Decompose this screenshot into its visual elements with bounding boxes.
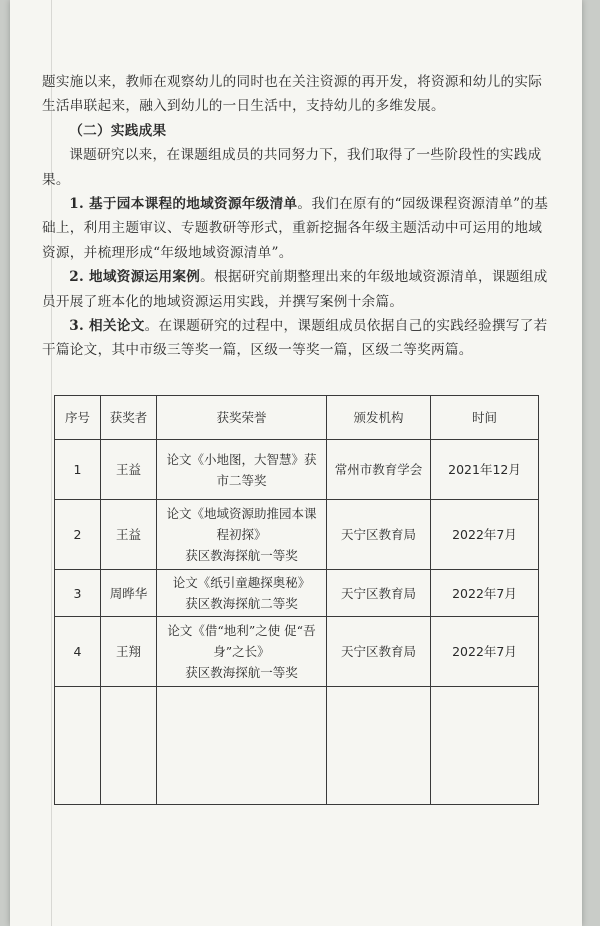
cell-empty — [157, 687, 327, 805]
header-honor: 获奖荣誉 — [157, 396, 327, 440]
cell-time: 2022年7月 — [431, 570, 539, 617]
table-row — [55, 440, 539, 500]
cell-empty — [431, 687, 539, 805]
table-row — [55, 570, 539, 617]
item-3-title: 3. 相关论文 — [69, 318, 145, 335]
header-seq: 序号 — [55, 396, 101, 440]
cell-winner: 王益 — [101, 440, 157, 500]
paragraph-item-1 — [42, 192, 552, 265]
paragraph-continued: 题实施以来，教师在观察幼儿的同时也在关注资源的再开发，将资源和幼儿的实际生活串联起来，融入到幼儿的一日生活中，支持幼儿的多维发展。 — [42, 74, 543, 115]
cell-seq: 3 — [55, 570, 101, 617]
cell-issuer: 天宁区教育局 — [327, 617, 431, 687]
header-time: 时间 — [431, 396, 539, 440]
cell-honor — [157, 570, 327, 617]
cell-honor — [157, 500, 327, 570]
cell-empty — [55, 687, 101, 805]
cell-issuer: 天宁区教育局 — [327, 500, 431, 570]
table-row — [55, 500, 539, 570]
honor-line: 获区教海探航二等奖 — [185, 596, 298, 611]
honor-line: 论文《小地图，大智慧》获市二等奖 — [166, 451, 317, 488]
header-winner: 获奖者 — [101, 396, 157, 440]
cell-seq: 4 — [55, 617, 101, 687]
item-1-text: 。我们在原有的“园级课程资源清单”的基础上，利用主题审议、专题教研等形式，重新挖掘各年级主题活动中可运用的地域资源，并梳理形成“年级地域资源清单”。 — [42, 196, 549, 261]
cell-seq: 2 — [55, 500, 101, 570]
table-empty-row — [55, 687, 539, 805]
honor-line: 获区教海探航一等奖 — [185, 548, 298, 563]
cell-time: 2022年7月 — [431, 617, 539, 687]
awards-table — [54, 395, 539, 805]
cell-issuer: 常州市教育学会 — [327, 440, 431, 500]
cell-seq: 1 — [55, 440, 101, 500]
cell-empty — [101, 687, 157, 805]
cell-honor — [157, 440, 327, 500]
table-row — [55, 617, 539, 687]
item-1-title: 1. 基于园本课程的地域资源年级清单 — [69, 196, 298, 213]
paragraph-intro — [42, 143, 552, 192]
header-issuer: 颁发机构 — [327, 396, 431, 440]
body-text — [42, 70, 552, 363]
paragraph-item-3 — [42, 314, 552, 363]
cell-empty — [327, 687, 431, 805]
cell-winner: 周晔华 — [101, 570, 157, 617]
item-2-text: 。根据研究前期整理出来的年级地域资源清单，课题组成员开展了班本化的地域资源运用实践，并撰写案例十余篇。 — [42, 269, 548, 310]
cell-winner: 王益 — [101, 500, 157, 570]
item-3-text: 。在课题研究的过程中，课题组成员依据自己的实践经验撰写了若干篇论文，其中市级三等奖一篇，区级一等奖一篇，区级二等奖两篇。 — [42, 318, 548, 359]
honor-line: 论文《借“地利”之使 促“吾身”之长》 — [167, 623, 316, 659]
item-2-title: 2. 地域资源运用案例 — [69, 269, 201, 286]
honor-line: 论文《纸引童趣探奥秘》 — [172, 575, 311, 590]
paragraph-intro-text: 课题研究以来，在课题组成员的共同努力下，我们取得了一些阶段性的实践成果。 — [42, 147, 542, 188]
cell-honor — [157, 617, 327, 687]
table-header-row — [55, 396, 539, 440]
cell-issuer: 天宁区教育局 — [327, 570, 431, 617]
cell-time: 2022年7月 — [431, 500, 539, 570]
section-heading: （二）实践成果 — [69, 122, 167, 139]
cell-winner: 王翔 — [101, 617, 157, 687]
honor-line: 论文《地域资源助推园本课程初探》 — [166, 506, 317, 542]
document-page — [10, 0, 582, 926]
cell-time: 2021年12月 — [431, 440, 539, 500]
paragraph-item-2 — [42, 265, 552, 314]
honor-line: 获区教海探航一等奖 — [185, 665, 298, 680]
